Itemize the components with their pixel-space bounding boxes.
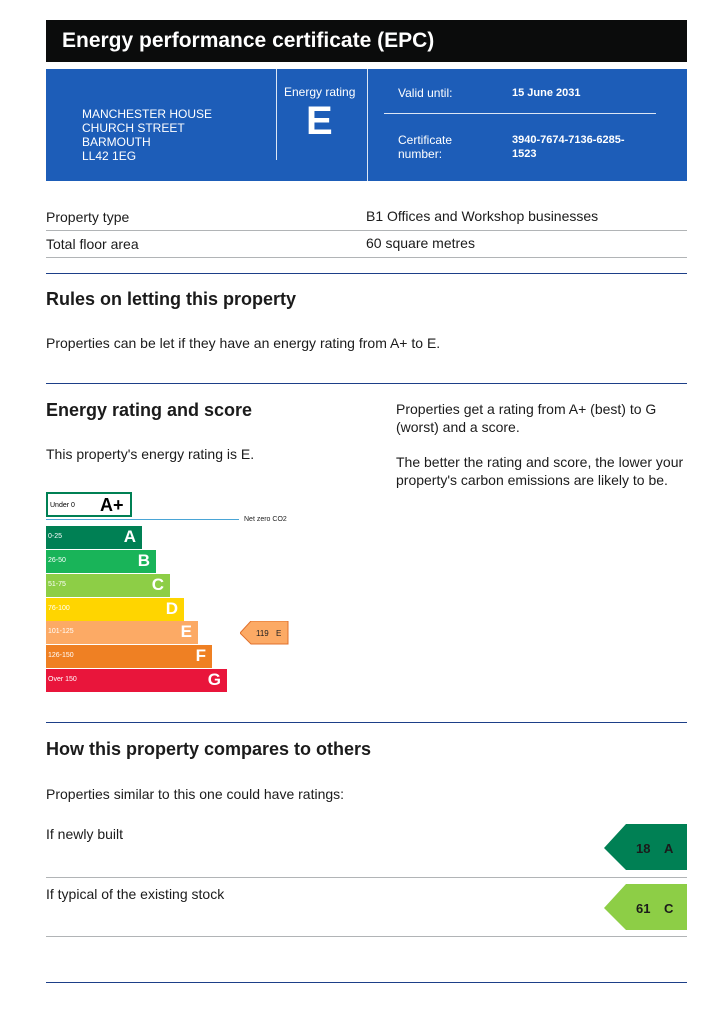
- property-type-value: B1 Offices and Workshop businesses: [366, 208, 599, 224]
- typical-stock-rating-arrow: [604, 884, 688, 932]
- section-divider: [46, 383, 687, 384]
- summary-box: [46, 69, 687, 181]
- band-letter: F: [195, 646, 206, 665]
- address-line: MANCHESTER HOUSE: [82, 107, 213, 121]
- row-divider: [46, 936, 687, 937]
- floor-area-label: Total floor area: [46, 236, 139, 252]
- typical-stock-letter: C: [664, 901, 674, 916]
- address-line: LL42 1EG: [82, 149, 137, 163]
- band-b: [46, 550, 156, 573]
- valid-until-value: 15 June 2031: [512, 87, 581, 99]
- band-range: 101-125: [48, 628, 74, 635]
- energy-rating-value: E: [306, 99, 333, 143]
- band-range: 26-50: [48, 557, 66, 564]
- rules-text: Properties can be let if they have an energy rating from A+ to E.: [46, 335, 441, 351]
- floor-area-value: 60 square metres: [366, 235, 475, 251]
- compare-intro: Properties similar to this one could have ratings:: [46, 786, 345, 802]
- band-range: 51-75: [48, 581, 66, 588]
- newly-built-score: 18: [636, 841, 651, 856]
- certificate-number-line: 3940-7674-7136-6285-: [512, 134, 625, 146]
- typical-stock-score: 61: [636, 901, 651, 916]
- band-a: [46, 526, 142, 549]
- band-g: [46, 669, 227, 692]
- section-divider: [46, 982, 687, 983]
- compare-heading: How this property compares to others: [46, 739, 372, 759]
- band-letter: A: [123, 527, 136, 546]
- band-f: [46, 645, 212, 668]
- band-letter: E: [180, 622, 192, 641]
- band-range: Over 150: [48, 676, 77, 683]
- newly-built-rating-arrow: [604, 824, 688, 872]
- page-title: Energy performance certificate (EPC): [46, 20, 687, 62]
- rules-heading: Rules on letting this property: [46, 289, 297, 309]
- certificate-label: [398, 133, 452, 161]
- typical-stock-label: If typical of the existing stock: [46, 886, 225, 902]
- certificate-label-line: Certificate: [398, 133, 453, 147]
- property-type-label: Property type: [46, 209, 130, 225]
- band-c: [46, 574, 170, 597]
- row-divider: [46, 877, 687, 878]
- property-address: [82, 107, 212, 163]
- rating-heading: Energy rating and score: [46, 400, 253, 420]
- net-zero-line: [46, 519, 239, 520]
- newly-built-letter: A: [664, 841, 674, 856]
- rating-text: This property's energy rating is E.: [46, 446, 255, 462]
- band-aplus: [46, 492, 132, 517]
- band-d: [46, 598, 184, 621]
- divider: [276, 69, 277, 160]
- rating-explanation: Properties get a rating from A+ (best) to G (worst) and a score.: [396, 401, 657, 435]
- band-e: [46, 621, 198, 644]
- band-letter: D: [165, 599, 178, 618]
- energy-rating-label: Energy rating: [284, 85, 356, 99]
- current-rating-letter: E: [276, 629, 282, 638]
- band-letter: C: [151, 575, 164, 594]
- section-divider: [46, 273, 687, 274]
- band-range: Under 0: [50, 502, 75, 509]
- valid-until-label: Valid until:: [398, 86, 453, 100]
- section-divider: [46, 722, 687, 723]
- band-range: 0-25: [48, 533, 63, 540]
- band-range: 126-150: [48, 652, 74, 659]
- certificate-number: [512, 133, 625, 161]
- floor-area-row: [46, 231, 687, 258]
- certificate-number-line: 1523: [512, 148, 537, 160]
- property-type-row: [46, 204, 687, 231]
- band-range: 76-100: [48, 605, 70, 612]
- current-rating-arrow: [240, 621, 290, 645]
- divider: [367, 69, 368, 181]
- band-letter: G: [207, 670, 221, 689]
- band-letter: B: [137, 551, 150, 570]
- band-letter: A+: [100, 495, 124, 515]
- address-line: CHURCH STREET: [82, 121, 185, 135]
- rating-explanation-2: The better the rating and score, the lower your property's carbon emissions are likely to be.: [396, 454, 684, 488]
- divider: [384, 113, 656, 114]
- address-line: BARMOUTH: [82, 135, 151, 149]
- current-rating-score: 119: [256, 629, 269, 638]
- net-zero-label: Net zero CO2: [244, 516, 287, 523]
- certificate-label-line: number:: [398, 147, 443, 161]
- newly-built-label: If newly built: [46, 826, 124, 842]
